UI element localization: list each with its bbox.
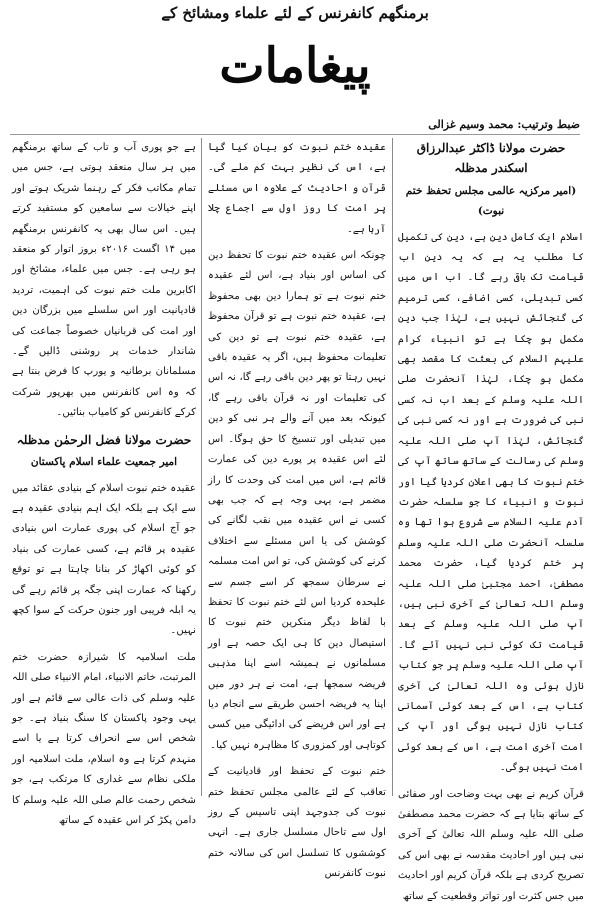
column-divider — [392, 138, 393, 796]
paragraph: ہے جو پوری آب و تاب کے ساتھ برمنگھم میں ہر سال منعقد ہوتی ہے، جس میں تمام مکاتب فکر کے رہنما شریک ہوتے اور اپنے خیالات سے سامعین کو مستفید کرتے ہیں۔ اس سال بھی یہ کانفرنس برمنگھم میں ۱۴ اگست ۲۰۱۶ء بروز اتوار کو منعقد ہو رہی ہے۔ جس میں علماء، مشائخ اور اکابرین ملت ختم نبوت کی اہمیت، تردید قادیانیت اور اس سلسلے میں بزرگان دین اور امت کی قربانیاں خصوصاً جماعت کی شاندار خدمات پر روشنی ڈالیں گے۔ مسلمانان برطانیہ و یورپ کا فرض بنتا ہے کہ وہ اس کانفرنس میں بھرپور شرکت کرکے کانفرنس کو کامیاب بنائیں۔ — [12, 142, 197, 419]
article-column-middle — [208, 138, 386, 880]
section-subheading-fazl-ur-rehman: امیر جمعیت علماء اسلام پاکستان — [30, 456, 178, 469]
paragraph: ختم نبوت کے تحفظ اور قادیانیت کے تعاقب کے لئے عالمی مجلس تحفظ ختم نبوت کی جدوجہد اپنی تاسیس کے روز اول سے تاحال مسلسل جاری ہے۔ انہی کوششوں کا تسلسل اس کی سالانہ ختم نبوت کانفرنس — [208, 766, 386, 880]
paragraph: اسلام ایک کامل دین ہے، دین کی تکمیل کا مطلب یہ ہے کہ یہ دین اب قیامت تک باقی رہے گا۔ اب اس میں کسی تبدیلی، کسی اضافے، کسی ترمیم کی گنجائش نہیں ہے، لہٰذا جب دین مکمل ہو چکا ہے تو انبیاء کرام علیہم السلام کی بعثت کا مقصد بھی مکمل ہو چکا، لہٰذا آنحضرت صلی اللہ علیہ وسلم کے بعد اب نہ کسی نبی کی ضرورت ہے اور نہ کسی نبی کی گنجائش، لہٰذا آپ صلی اللہ علیہ وسلم کی رسالت کے ساتھ ساتھ آپ کی ختم نبوت کا بھی اعلان کردیا گیا اور نبوت و انبیاء کا جو سلسلہ حضرت آدم علیہ السلام سے شروع ہوا تھا وہ سلسلہ آنحضرت صلی اللہ علیہ وسلم پر ختم کردیا گیا، حضرت محمد مصطفیٰ، احمد مجتبیٰ صلی اللہ علیہ وسلم اللہ تعالیٰ کے آخری نبی ہیں، آپ صلی اللہ علیہ وسلم کے بعد قیامت تک کوئی نبی نہیں آئے گا۔ آپ صلی اللہ علیہ وسلم پر جو کتاب نازل ہوئی وہ اللہ تعالیٰ کی آخری کتاب ہے، اس کے بعد کوئی آسمانی کتاب نازل نہیں ہوگی اور آپ کی امت آخری امت ہے، اس کے بعد کوئی امت نہیں ہوگی۔ — [398, 231, 584, 774]
column-divider — [201, 138, 202, 796]
paragraph: ملت اسلامیہ کا شیرازہ حضرت ختم المرتبت، خاتم الانبیاء، امام الانبیاء صلی اللہ علیہ وسلم کی ذات عالی سے قائم ہے اور یہی وجود پاکستان کا سنگ بنیاد ہے۔ جو شخص اس سے انحراف کرتا ہے یا اسے منہدم کرتا ہے وہ اسلام، ملت اسلامیہ اور ملکی نظام سے غداری کا مرتکب ہے، جو شخص رحمت عالم صلی اللہ علیہ وسلم کا دامن پکڑ کر اس عقیدہ کے ساتھ — [12, 651, 196, 826]
kicker-headline: برمنگھم کانفرنس کے لئے علماء ومشائخ کے — [161, 4, 429, 22]
paragraph: قرآن کریم نے بھی بہت وضاحت اور صفائی کے ساتھ بتایا ہے کہ حضرت محمد مصطفیٰ صلی اللہ علیہ وسلم اللہ تعالیٰ کے آخری نبی ہیں اور احادیث مقدسہ نے بھی اس کی تصریح کردی ہے بلکہ قرآن کریم اور احادیث میں جس کثرت اور تواتر وقطعیت کے ساتھ — [398, 788, 584, 902]
paragraph: عقیدہ ختم نبوت اسلام کے بنیادی عقائد میں سے ایک ہے بلکہ ایک اہم بنیادی عقیدہ ہے جو آج اسلام کی پوری عمارت اس بنیادی عقیدہ پر قائم ہے، کسی عمارت کی بنیاد کو کوئی اکھاڑ کر بنانا چاہتا ہے تو توقع رکھنا کہ عمارت اپنی جگہ پر قائم رہے گی یہ ابلہ فریبی اور جنون حرکت کے سوا کچھ نہیں۔ — [12, 482, 196, 637]
page-title: پیغامات — [219, 38, 371, 94]
section-heading-abdul-razzaq: حضرت مولانا ڈاکٹر عبدالرزاق اسکندر مدظلہ — [416, 141, 566, 176]
paragraph: چونکہ اس عقیدہ ختم نبوت کا تحفظ دین کی اساس اور بنیاد ہے، اس لئے عقیدہ ختم نبوت ہے تو ہمارا دین بھی محفوظ ہے، عقیدہ ختم نبوت ہے تو قرآن محفوظ ہے، عقیدہ ختم نبوت ہے تو دین کی تعلیمات محفوظ ہیں، اگر یہ عقیدہ باقی نہیں رہتا تو پھر دین باقی رہے گا، نہ اس کی تعلیمات اور نہ قرآن باقی رہے گا، کیونکہ بعد میں آنے والے ہر نبی کو دین میں تبدیلی اور تنسیخ کا حق ہوگا۔ اس لئے اس عقیدہ پر پورے دین کی عمارت قائم ہے، اس میں امت کی وحدت کا راز مضمر ہے، یہی وجہ ہے کہ جب بھی کسی نے اس عقیدہ میں نقب لگانے کی کوشش کی یا اس مسئلے سے اختلاف کرنے کی کوشش کی، تو اس امت مسلمہ نے سرطان سمجھ کر اسے جسم سے علیحدہ کردیا اس لئے ختم نبوت کا تحفظ با لفاظ دیگر منکرین ختم نبوت کا استیصال دین کا ہی ایک حصہ ہے اور مسلمانوں نے ہمیشہ اسے اپنا مذہبی فریضہ سمجھا ہے، امت نے ہر دور میں اپنا یہ فریضہ احسن طریقے سے انجام دیا ہے اور اس فریضے کی ادائیگی میں کسی کوتاہی اور کمزوری کا مظاہرہ نہیں کیا۔ — [208, 250, 386, 751]
article-column-right — [398, 138, 584, 902]
byline: ضبط وترتیب: محمد وسیم غزالی — [10, 118, 580, 135]
article-column-left — [12, 138, 197, 826]
section-subheading-abdul-razzaq: (امیر مرکزیہ عالمی مجلس تحفظ ختم نبوت) — [405, 184, 577, 218]
section-heading-fazl-ur-rehman: حضرت مولانا فضل الرحمٰن مدظلہ — [16, 432, 192, 447]
paragraph: عقیدہ ختم نبوت کو بیان کیا گیا ہے، اس کی نظیر بہت کم ملے گی۔ قرآن و احادیث کے علاوہ اس مسئلے پر امت کا روز اول سے اجماع چلا آرہا ہے۔ — [208, 142, 386, 235]
